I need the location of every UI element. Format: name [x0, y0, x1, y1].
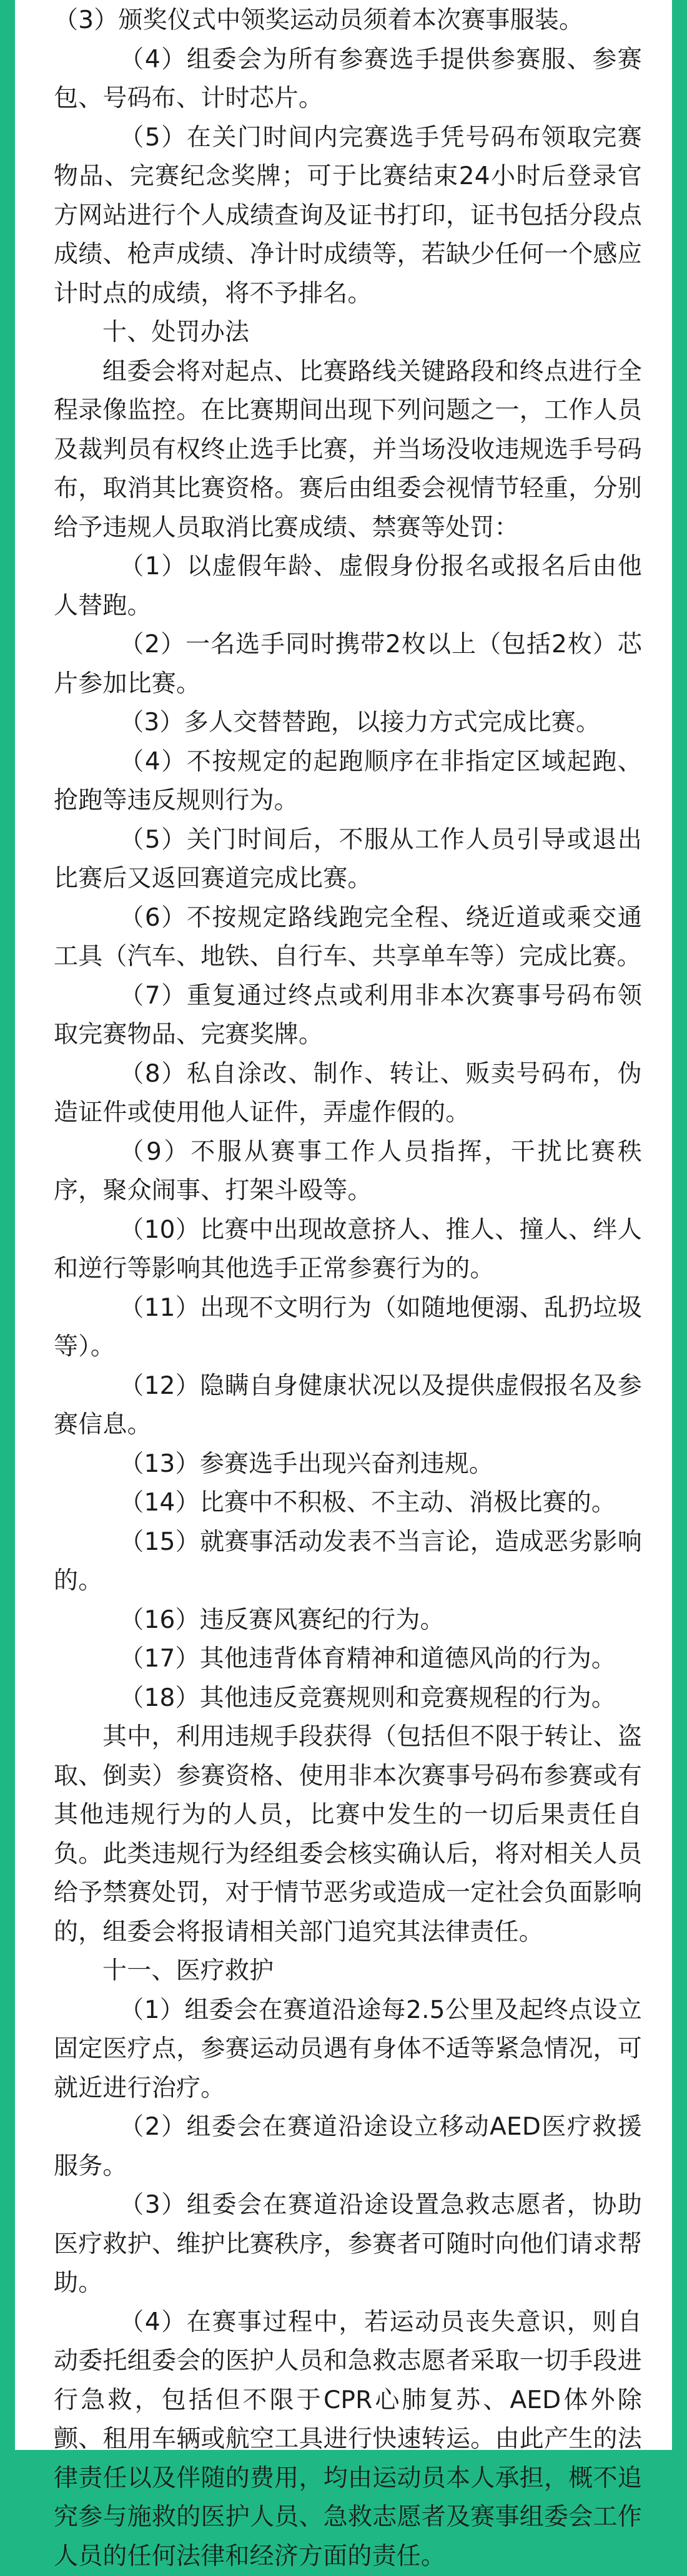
penalty-item-9: （9）不服从赛事工作人员指挥，干扰比赛秩序，聚众闹事、打架斗殴等。 — [54, 1133, 642, 1211]
penalty-item-10: （10）比赛中出现故意挤人、推人、撞人、绊人和逆行等影响其他选手正常参赛行为的。 — [54, 1211, 642, 1289]
paragraph-penalties-intro: 组委会将对起点、比赛路线关键路段和终点进行全程录像监控。在比赛期间出现下列问题之一，工作人员及裁判员有权终止选手比赛，并当场没收违规选手号码布，取消其比赛资格。赛后由组委会视情节轻重，分别给予违规人员取消比赛成绩、禁赛等处罚： — [54, 353, 642, 548]
penalty-item-13: （13）参赛选手出现兴奋剂违规。 — [54, 1445, 642, 1484]
document-page — [15, 0, 672, 2450]
penalty-item-16: （16）违反赛风赛纪的行为。 — [54, 1601, 642, 1640]
penalty-item-11: （11）出现不文明行为（如随地便溺、乱扔垃圾等）。 — [54, 1289, 642, 1367]
paragraph-penalties-summary: 其中，利用违规手段获得（包括但不限于转让、盗取、倒卖）参赛资格、使用非本次赛事号码布参赛或有其他违规行为的人员，比赛中发生的一切后果责任自负。此类违规行为经组委会核实确认后，将对相关人员给予禁赛处罚，对于情节恶劣或造成一定社会负面影响的，组委会将报请相关部门追究其法律责任。 — [54, 1718, 642, 1952]
paragraph-finisher-items: （5）在关门时间内完赛选手凭号码布领取完赛物品、完赛纪念奖牌；可于比赛结束24小时后登录官方网站进行个人成绩查询及证书打印，证书包括分段点成绩、枪声成绩、净计时成绩等，若缺少任何一个感应计时点的成绩，将不予排名。 — [54, 119, 642, 314]
penalty-item-2: （2）一名选手同时携带2枚以上（包括2枚）芯片参加比赛。 — [54, 625, 642, 703]
penalty-item-5: （5）关门时间后，不服从工作人员引导或退出比赛后又返回赛道完成比赛。 — [54, 821, 642, 899]
penalty-item-7: （7）重复通过终点或利用非本次赛事号码布领取完赛物品、完赛奖牌。 — [54, 977, 642, 1055]
medical-item-3: （3）组委会在赛道沿途设置急救志愿者，协助医疗救护、维护比赛秩序，参赛者可随时向他们请求帮助。 — [54, 2186, 642, 2303]
paragraph-race-kit: （4）组委会为所有参赛选手提供参赛服、参赛包、号码布、计时芯片。 — [54, 41, 642, 119]
paragraph-award-ceremony: （3）颁奖仪式中领奖运动员须着本次赛事服装。 — [54, 1, 642, 41]
medical-item-4: （4）在赛事过程中，若运动员丧失意识，则自动委托组委会的医护人员和急救志愿者采取一切手段进行急救，包括但不限于CPR心肺复苏、AED体外除颤、租用车辆或航空工具进行快速转运。由此产生的法律责任以及伴随的费用，均由运动员本人承担，概不追究参与施救的医护人员、急救志愿者及赛事组委会工作人员的任何法律和经济方面的责任。 — [54, 2303, 642, 2576]
penalty-item-4: （4）不按规定的起跑顺序在非指定区域起跑、抢跑等违反规则行为。 — [54, 743, 642, 821]
penalty-item-15: （15）就赛事活动发表不当言论，造成恶劣影响的。 — [54, 1523, 642, 1601]
penalty-item-1: （1）以虚假年龄、虚假身份报名或报名后由他人替跑。 — [54, 547, 642, 625]
medical-item-1: （1）组委会在赛道沿途每2.5公里及起终点设立固定医疗点，参赛运动员遇有身体不适等紧急情况，可就近进行治疗。 — [54, 1991, 642, 2108]
section-heading-penalties: 十、处罚办法 — [54, 313, 642, 353]
penalty-item-3: （3）多人交替替跑，以接力方式完成比赛。 — [54, 703, 642, 743]
medical-item-2: （2）组委会在赛道沿途设立移动AED医疗救援服务。 — [54, 2108, 642, 2186]
penalty-item-8: （8）私自涂改、制作、转让、贩卖号码布，伪造证件或使用他人证件，弄虚作假的。 — [54, 1055, 642, 1133]
penalty-item-12: （12）隐瞒自身健康状况以及提供虚假报名及参赛信息。 — [54, 1367, 642, 1445]
penalty-item-17: （17）其他违背体育精神和道德风尚的行为。 — [54, 1640, 642, 1679]
penalty-item-18: （18）其他违反竞赛规则和竞赛规程的行为。 — [54, 1679, 642, 1718]
section-heading-medical: 十一、医疗救护 — [54, 1952, 642, 1991]
penalty-item-6: （6）不按规定路线跑完全程、绕近道或乘交通工具（汽车、地铁、自行车、共享单车等）完成比赛。 — [54, 899, 642, 977]
penalty-item-14: （14）比赛中不积极、不主动、消极比赛的。 — [54, 1484, 642, 1523]
